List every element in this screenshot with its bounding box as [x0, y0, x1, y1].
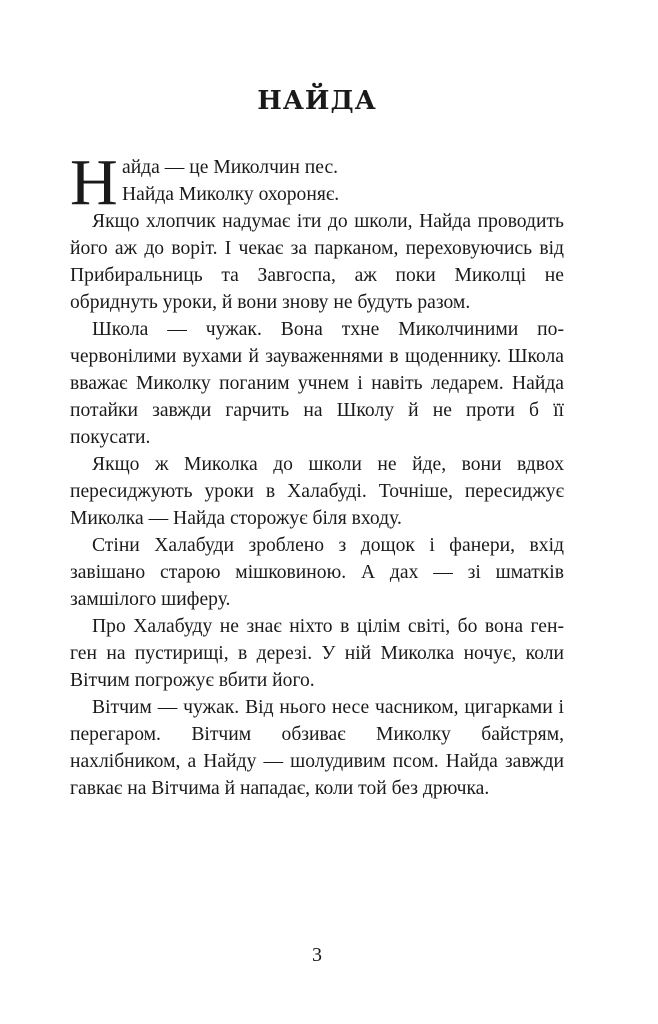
paragraph-3: Якщо ж Миколка до школи не йде, вони вдвох пересиджують уроки в Халабуді. Точніше, пересиджує Миколка — Найда сторожує біля входу.	[70, 454, 564, 529]
paragraph-2: Школа — чужак. Вона тхне Миколчиними почервонілими вухами й зауваженнями в щоденнику. Школа вважає Миколку поганим учнем і навіть ледарем. Найда потайки завжди гарчить на Школу й не проти б її покусати.	[70, 319, 564, 448]
paragraph-5: Про Халабуду не знає ніхто в цілім світі, бо вона ген-ген на пустирищі, в дерезі. У ній Миколка ночує, коли Вітчим погрожує вбити його.	[70, 616, 564, 691]
book-page	[70, 0, 564, 1024]
first-line-2: Найда Миколку охороняє.	[122, 184, 340, 205]
paragraph-4: Стіни Халабуди зроблено з дощок і фанери, вхід завішано старою мішковиною. А дах — зі шматків замшілого шиферу.	[70, 535, 564, 610]
drop-cap: Н	[70, 146, 118, 219]
paragraph-6: Вітчим — чужак. Від нього несе часником, цигарками і перегаром. Вітчим обзиває Миколку байстрям, нахлібником, а Найду — шолудивим псом. Найда завжди гавкає на Вітчима й нападає, коли той без дрючка.	[70, 697, 564, 799]
page-number: 3	[312, 944, 322, 966]
first-line-1: айда — це Миколчин пес.	[122, 157, 339, 178]
chapter-title: НАЙДА	[257, 86, 377, 116]
paragraph-1: Якщо хлопчик надумає іти до школи, Найда проводить його аж до воріт. І чекає за парканом, переховуючись від Прибиральниць та Завгоспа, аж поки Миколці не обриднуть уроки, й вони знову не будуть разом.	[70, 211, 564, 313]
chapter-text	[70, 146, 564, 802]
first-paragraph	[70, 146, 564, 219]
